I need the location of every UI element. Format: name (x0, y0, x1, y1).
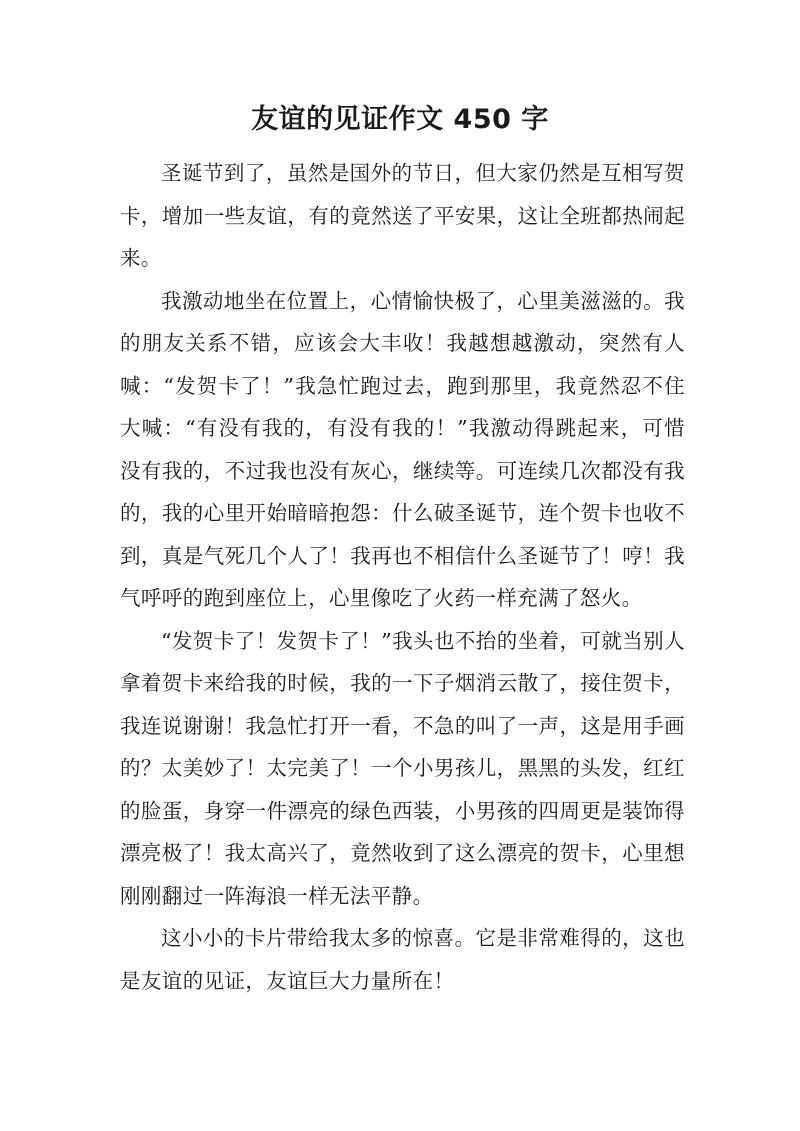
document-body (120, 152, 685, 1002)
paragraph-1: 圣诞节到了，虽然是国外的节日，但大家仍然是互相写贺卡，增加一些友谊，有的竟然送了平安果，这让全班都热闹起来。 (120, 161, 685, 270)
paragraph-2: 我激动地坐在位置上，心情愉快极了，心里美滋滋的。我的朋友关系不错，应该会大丰收！我越想越激动，突然有人喊：“发贺卡了！”我急忙跑过去，跑到那里，我竟然忍不住大喊：“有没有我的，有没有我的！”我激动得跳起来，可惜没有我的，不过我也没有灰心，继续等。可连续几次都没有我的，我的心里开始暗暗抱怨：什么破圣诞节，连个贺卡也收不到，真是气死几个人了！我再也不相信什么圣诞节了！哼！我气呼呼的跑到座位上，心里像吃了火药一样充满了怒火。 (120, 288, 685, 610)
paragraph-4: 这小小的卡片带给我太多的惊喜。它是非常难得的，这也是友谊的见证，友谊巨大力量所在！ (120, 926, 685, 993)
document-title: 友谊的见证作文 450 字 (251, 104, 549, 135)
paragraph-3: “发贺卡了！发贺卡了！”我头也不抬的坐着，可就当别人拿着贺卡来给我的时候，我的一下子烟消云散了，接住贺卡，我连说谢谢！我急忙打开一看，不急的叫了一声，这是用手画的？太美妙了！太完美了！一个小男孩儿，黑黑的头发，红红的脸蛋，身穿一件漂亮的绿色西装，小男孩的四周更是装饰得漂亮极了！我太高兴了，竟然收到了这么漂亮的贺卡，心里想刚刚翻过一阵海浪一样无法平静。 (120, 628, 685, 908)
